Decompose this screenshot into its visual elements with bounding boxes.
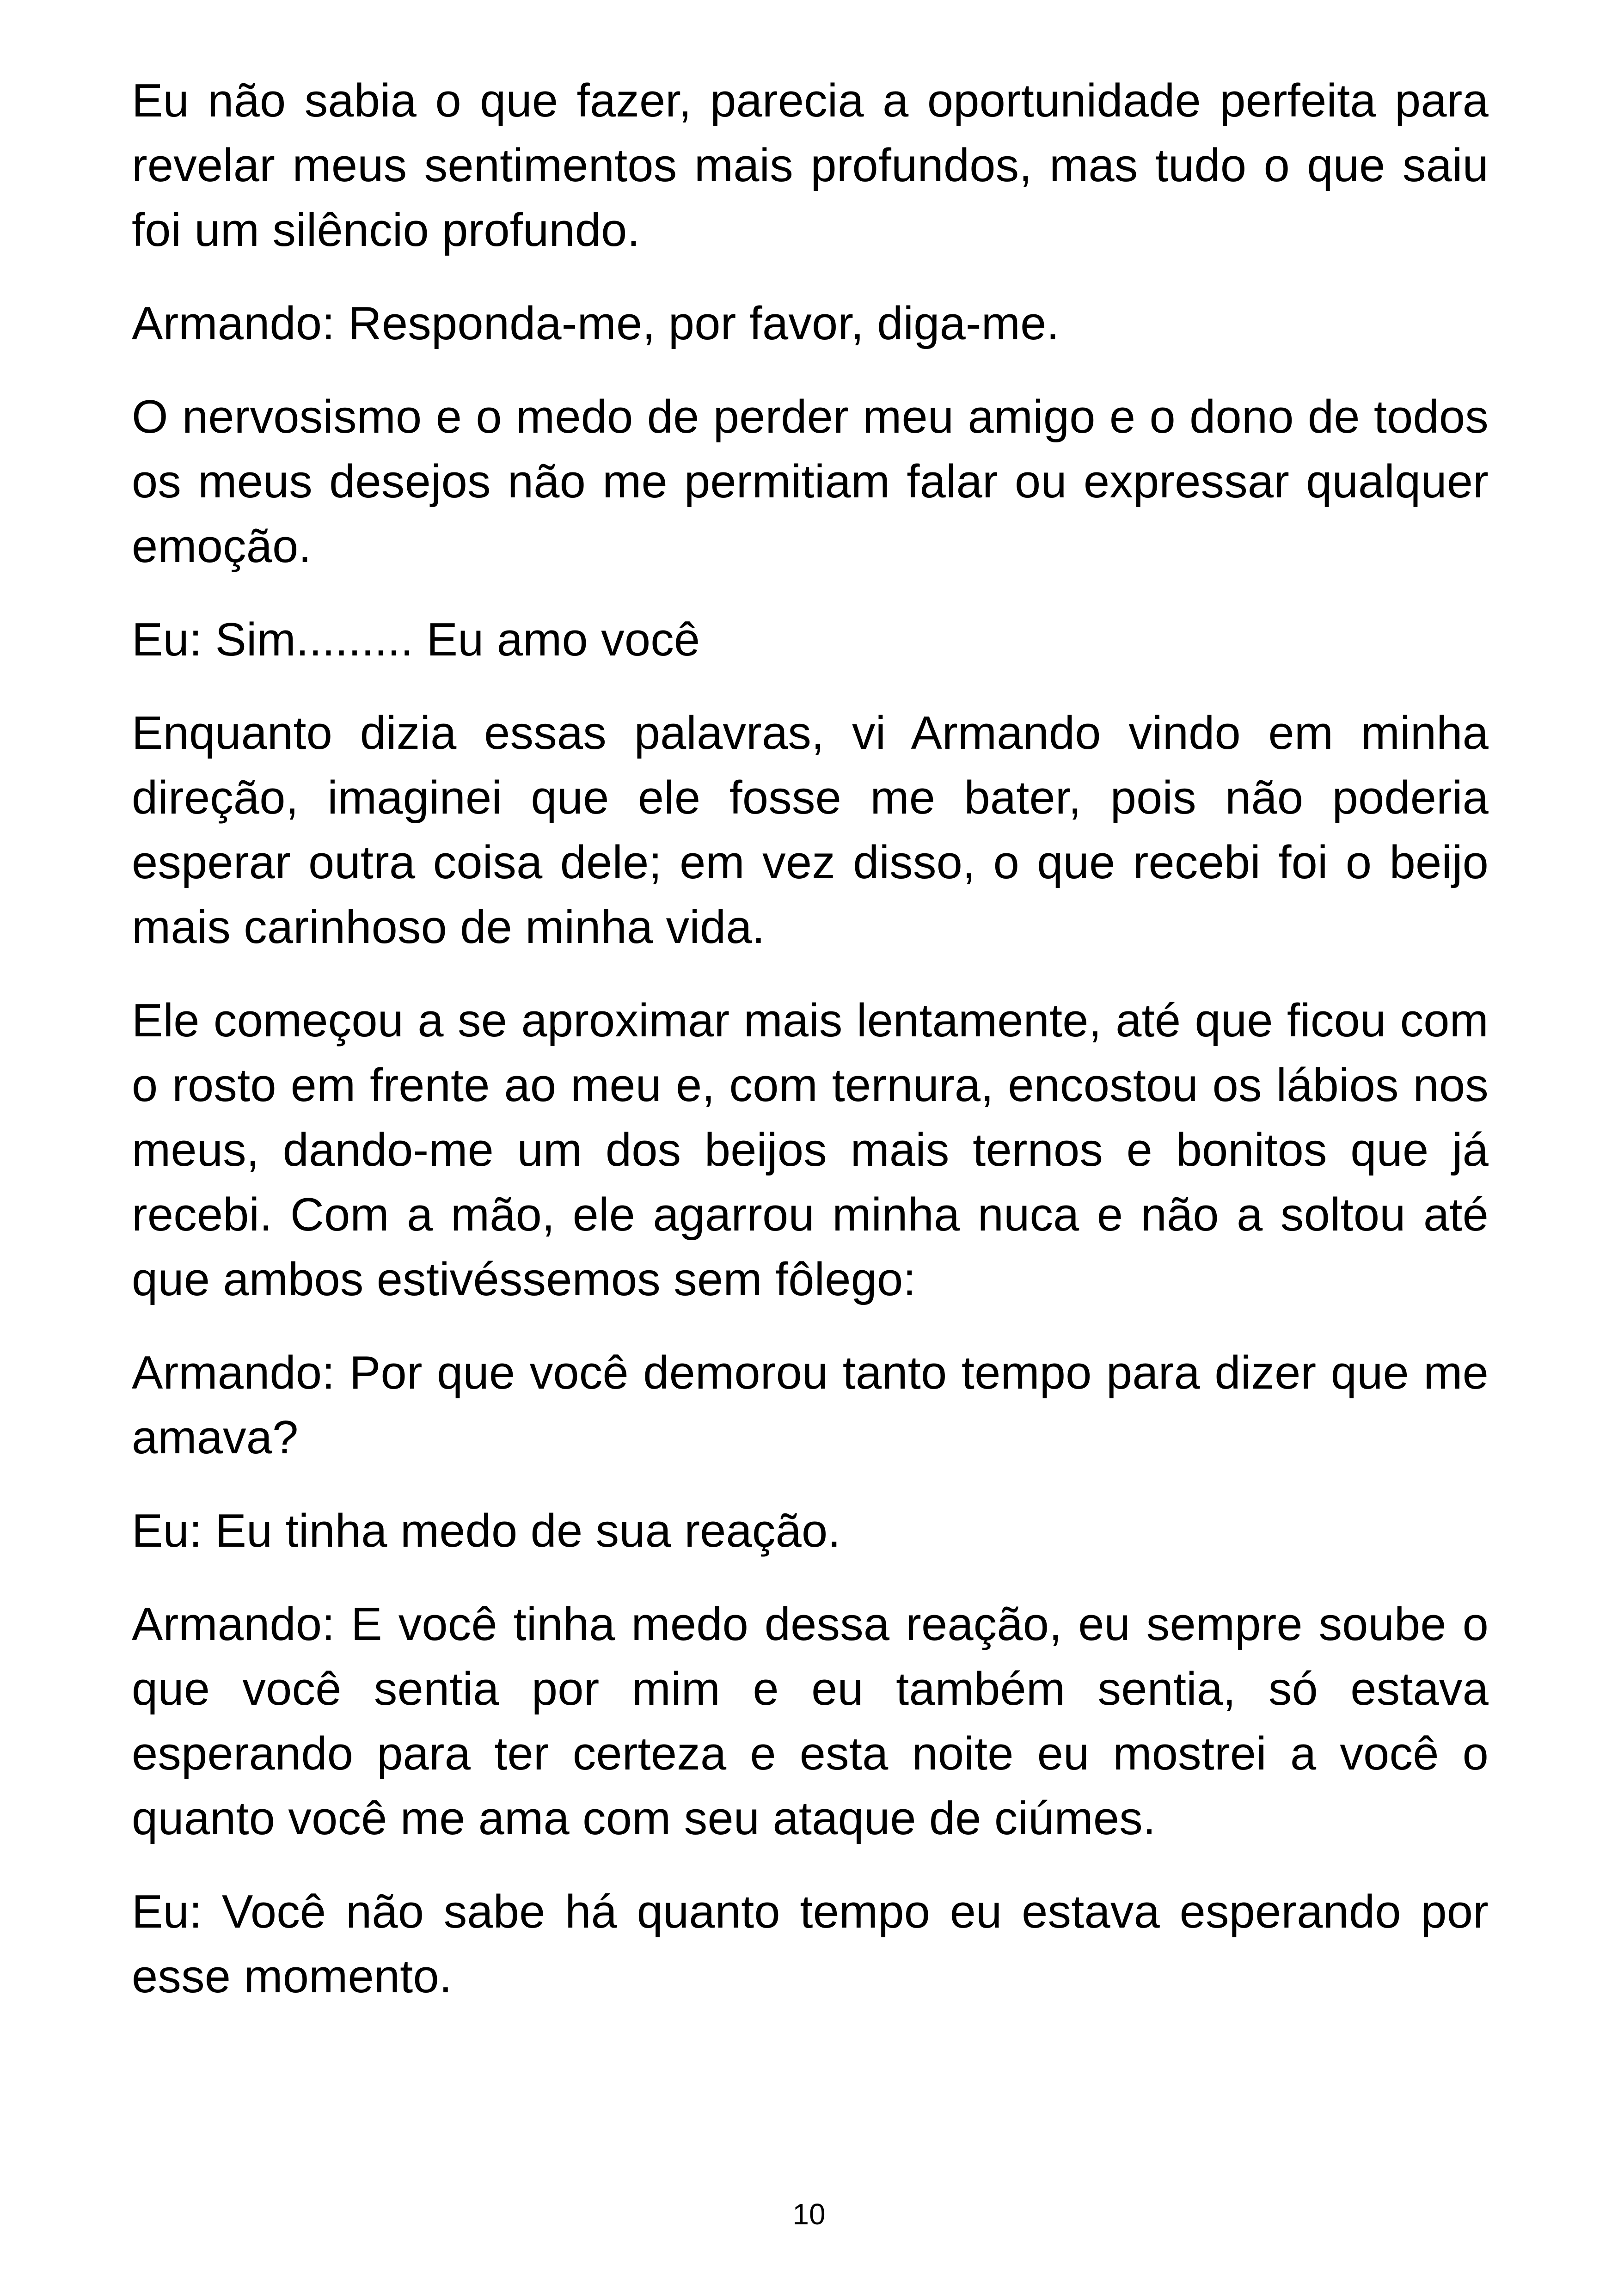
paragraph-9: Armando: E você tinha medo dessa reação, eu sempre soube o que você sentia por mim e eu também sentia, só estava esperando para ter certeza e esta noite eu mostrei a você o quanto você me ama com seu ataque de ciúmes. bbox=[132, 1598, 1489, 1844]
page-body bbox=[132, 68, 1489, 2038]
paragraph-10: Eu: Você não sabe há quanto tempo eu estava esperando por esse momento. bbox=[132, 1886, 1489, 2002]
paragraph-3: O nervosismo e o medo de perder meu amigo e o dono de todos os meus desejos não me permitiam falar ou expressar qualquer emoção. bbox=[132, 391, 1489, 572]
paragraph-8: Eu: Eu tinha medo de sua reação. bbox=[132, 1505, 841, 1557]
paragraph-4: Eu: Sim......... Eu amo você bbox=[132, 614, 700, 666]
paragraph-7: Armando: Por que você demorou tanto tempo para dizer que me amava? bbox=[132, 1347, 1489, 1463]
paragraph-5: Enquanto dizia essas palavras, vi Armando vindo em minha direção, imaginei que ele fosse me bater, pois não poderia esperar outra coisa dele; em vez disso, o que recebi foi o beijo mais carinhoso de minha vida. bbox=[132, 707, 1489, 953]
page-number: 10 bbox=[792, 2198, 826, 2231]
paragraph-2: Armando: Responda-me, por favor, diga-me. bbox=[132, 298, 1060, 349]
paragraph-6: Ele começou a se aproximar mais lentamente, até que ficou com o rosto em frente ao meu e, com ternura, encostou os lábios nos meus, dando-me um dos beijos mais ternos e bonitos que já recebi. Com a mão, ele agarrou minha nuca e não a soltou até que ambos estivéssemos sem fôlego: bbox=[132, 995, 1489, 1305]
paragraph-1: Eu não sabia o que fazer, parecia a oportunidade perfeita para revelar meus sentimentos mais profundos, mas tudo o que saiu foi um silêncio profundo. bbox=[132, 75, 1489, 256]
